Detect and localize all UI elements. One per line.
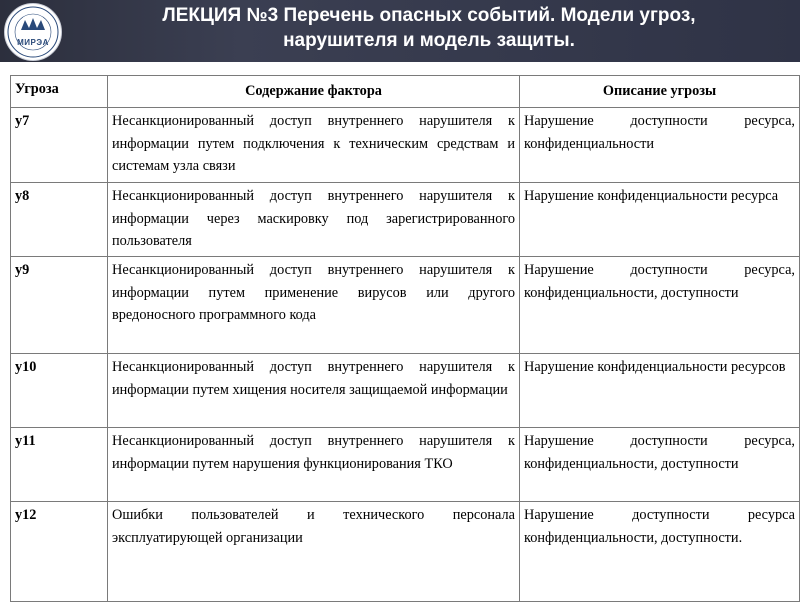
table-row (11, 354, 800, 428)
slide-title (70, 3, 788, 53)
column-header-factor: Содержание фактора (108, 76, 520, 108)
threat-factor: Несанкционированный доступ внутреннего нарушителя к информации путем хищения носителя защищаемой информации (108, 354, 520, 428)
threat-factor: Несанкционированный доступ внутреннего нарушителя к информации путем применение вирусов или другого вредоносного программного кода (108, 257, 520, 354)
threat-description: Нарушение конфиденциальности ресурсов (520, 354, 800, 428)
table-row (11, 428, 800, 502)
threat-code: у8 (11, 183, 108, 257)
threat-description: Нарушение доступности ресурса, конфиденциальности, доступности (520, 428, 800, 502)
logo-text: МИРЭА (17, 38, 49, 47)
table-header-row (11, 76, 800, 108)
threat-factor: Несанкционированный доступ внутреннего нарушителя к информации путем нарушения функционирования ТКО (108, 428, 520, 502)
table-row (11, 183, 800, 257)
table-row (11, 257, 800, 354)
threat-description: Нарушение доступности ресурса конфиденциальности, доступности. (520, 502, 800, 602)
threat-factor: Несанкционированный доступ внутреннего нарушителя к информации путем подключения к техническим средствам и системам узла связи (108, 108, 520, 183)
threat-factor: Ошибки пользователей и технического персонала эксплуатирующей организации (108, 502, 520, 602)
slide-header (0, 0, 800, 62)
threat-code: у11 (11, 428, 108, 502)
threats-table (10, 75, 800, 602)
column-header-description: Описание угрозы (520, 76, 800, 108)
column-header-threat: Угроза (11, 76, 108, 108)
threat-description: Нарушение доступности ресурса, конфиденциальности (520, 108, 800, 183)
threat-code: у10 (11, 354, 108, 428)
title-line-1: ЛЕКЦИЯ №3 Перечень опасных событий. Модели угроз, (162, 5, 696, 26)
threat-code: у12 (11, 502, 108, 602)
threat-description: Нарушение доступности ресурса, конфиденциальности, доступности (520, 257, 800, 354)
title-line-2: нарушителя и модель защиты. (283, 30, 575, 51)
threat-code: у7 (11, 108, 108, 183)
table-row (11, 108, 800, 183)
threat-factor: Несанкционированный доступ внутреннего нарушителя к информации через маскировку под зарегистрированного пользователя (108, 183, 520, 257)
table-row (11, 502, 800, 602)
threat-description: Нарушение конфиденциальности ресурса (520, 183, 800, 257)
university-logo (4, 3, 62, 61)
threat-code: у9 (11, 257, 108, 354)
emblem-icon (5, 4, 61, 60)
